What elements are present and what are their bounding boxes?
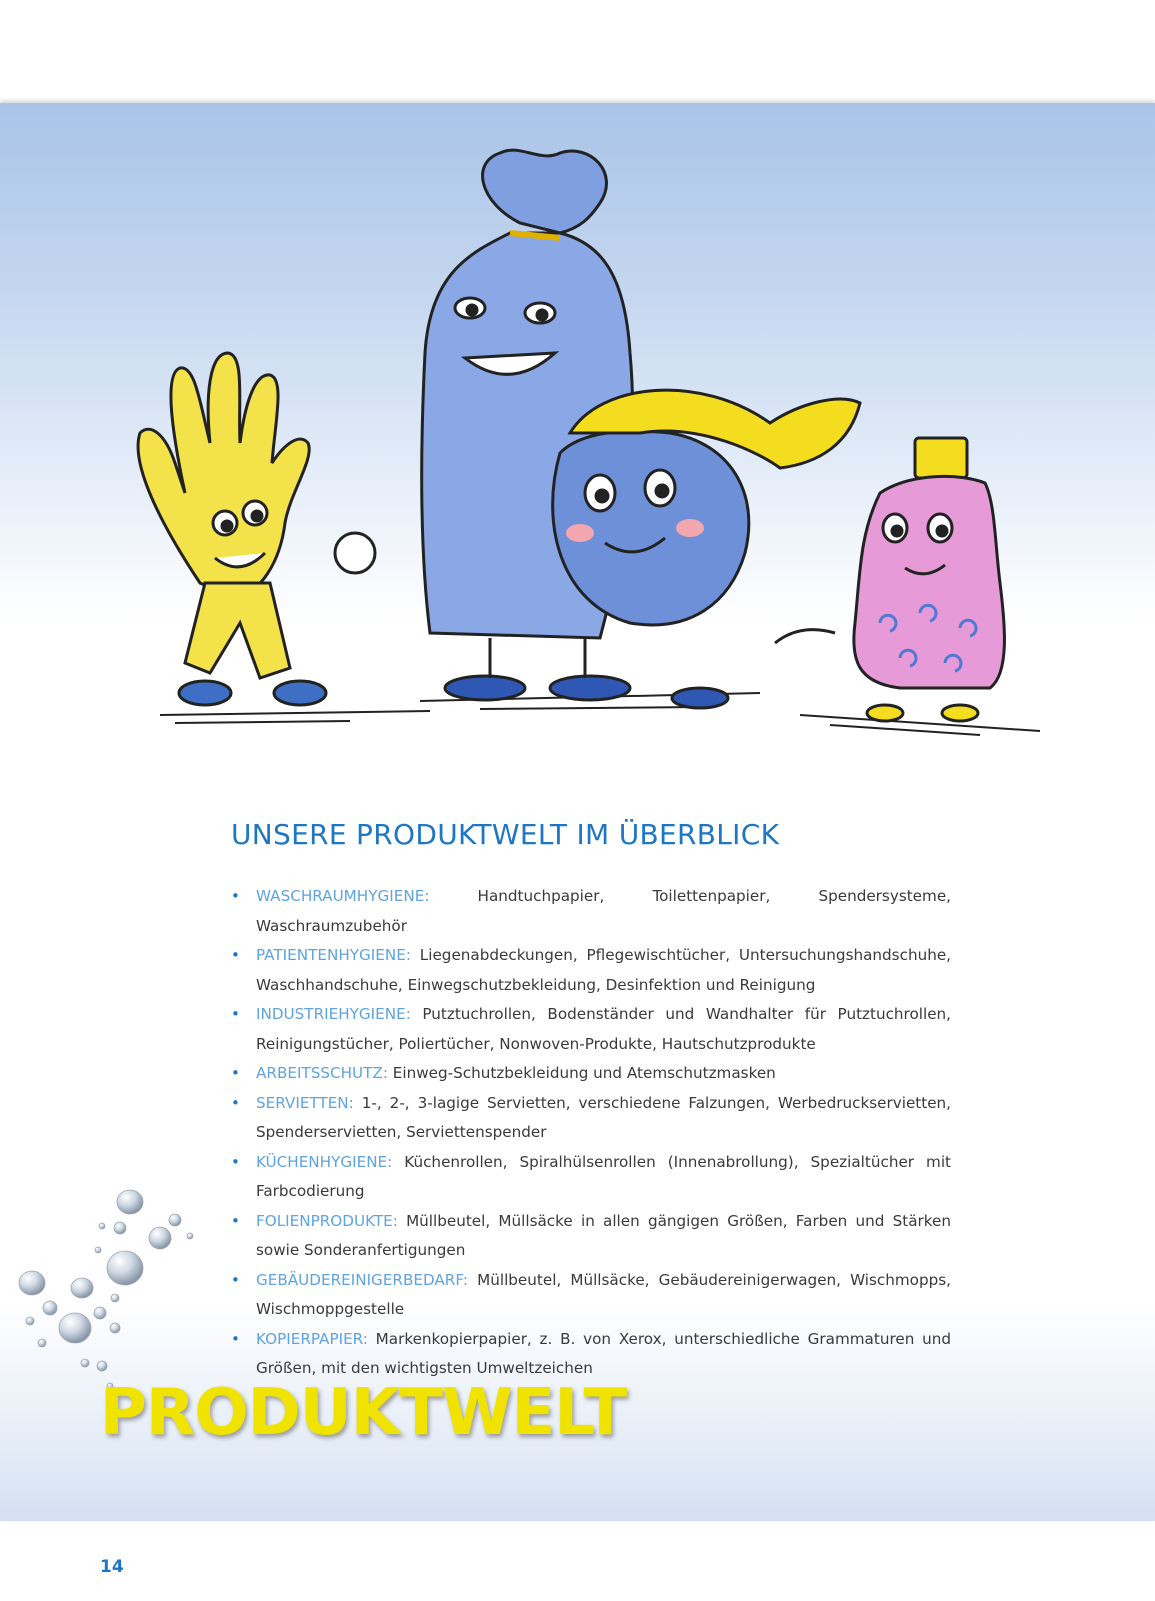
category-label: KÜCHENHYGIENE: <box>256 1152 393 1171</box>
category-label: GEBÄUDEREINIGERBEDARF: <box>256 1270 469 1289</box>
category-label: PATIENTENHYGIENE: <box>256 946 411 964</box>
list-item <box>231 1148 951 1207</box>
item-text: Einweg-Schutzbekleidung und Atemschutzmasken <box>387 1064 776 1082</box>
list-item <box>231 1089 951 1148</box>
glove-mascot <box>138 353 375 705</box>
item-text: Liegenabdeckungen, Pflegewischtücher, Untersuchungshandschuhe, Waschhandschuhe, Einwegschutzbekleidung, Desinfektion und Reinigung <box>256 946 951 994</box>
water-drops-decoration <box>10 1188 210 1408</box>
mascots-illustration <box>0 103 1155 763</box>
section-heading: UNSERE PRODUKTWELT IM ÜBERBLICK <box>231 818 780 851</box>
item-text: Müllbeutel, Müllsäcke, Gebäudereinigerwagen, Wischmopps, Wischmoppgestelle <box>256 1270 951 1318</box>
item-text: 1-, 2-, 3-lagige Servietten, verschiedene Falzungen, Werbedruckservietten, Spenderservietten, Serviettenspender <box>256 1093 951 1141</box>
list-item <box>231 1207 951 1266</box>
category-label: FOLIENPRODUKTE: <box>256 1211 398 1230</box>
roll-mascot <box>553 390 860 708</box>
bottle-mascot <box>775 438 1004 721</box>
category-label: SERVIETTEN: <box>256 1093 354 1112</box>
item-text: Küchenrollen, Spiralhülsenrollen (Innenabrollung), Spezialtücher mit Farbcodierung <box>256 1152 951 1200</box>
item-text: Müllbeutel, Müllsäcke in allen gängigen Größen, Farben und Stärken sowie Sonderanfertigungen <box>256 1211 951 1259</box>
category-label: INDUSTRIEHYGIENE: <box>256 1005 411 1023</box>
page-number: 14 <box>100 1557 124 1577</box>
category-label: KOPIERPAPIER: <box>256 1329 368 1348</box>
product-list <box>231 882 951 1384</box>
list-item <box>231 1266 951 1325</box>
list-item <box>231 1325 951 1384</box>
list-item <box>231 1059 951 1089</box>
category-label: WASCHRAUMHYGIENE: <box>256 887 430 905</box>
list-item <box>231 882 951 941</box>
big-title: PRODUKTWELT <box>100 1376 627 1450</box>
item-text: Markenkopierpapier, z. B. von Xerox, unterschiedliche Grammaturen und Größen, mit den wichtigsten Umweltzeichen <box>256 1329 951 1377</box>
category-label: ARBEITSSCHUTZ: <box>256 1064 388 1082</box>
item-text: Putztuchrollen, Bodenständer und Wandhalter für Putztuchrollen, Reinigungstücher, Poliertücher, Nonwoven-Produkte, Hautschutzprodukte <box>256 1005 951 1053</box>
list-item <box>231 941 951 1000</box>
list-item <box>231 1000 951 1059</box>
item-text: Handtuchpapier, Toilettenpapier, Spendersysteme, Waschraumzubehör <box>256 887 951 935</box>
